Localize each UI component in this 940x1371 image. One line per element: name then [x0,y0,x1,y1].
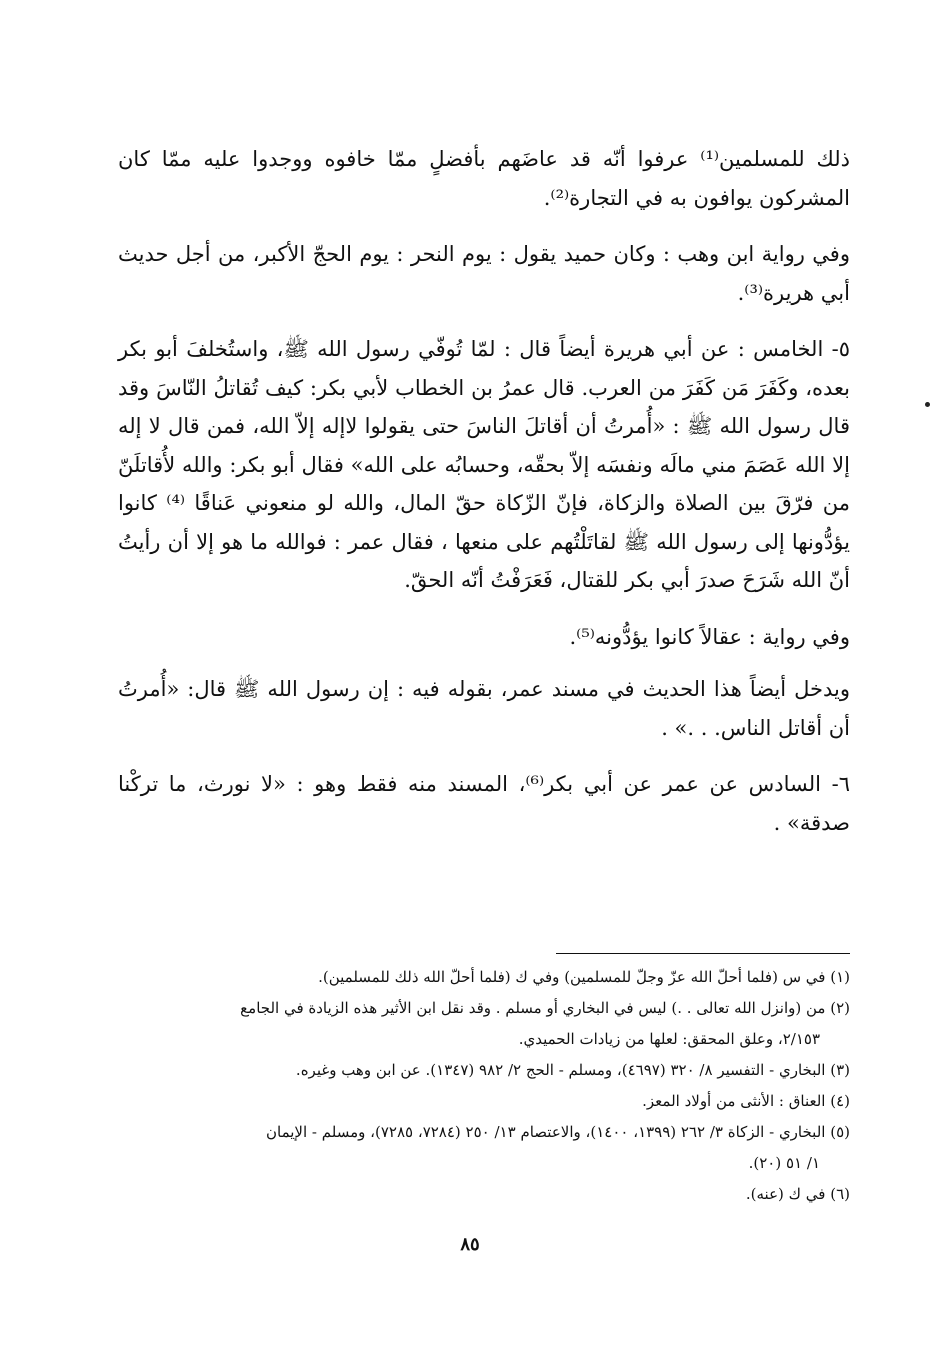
paragraph-hadith-6: ٦- السادس عن عمر عن أبي بكر⁽⁶⁾، المسند منه فقط وهو : «لا نورث، ما تركْنا صدقة» . [118,772,850,835]
footnote-2-continued: ٢/١٥٣، وعلق المحقق: لعلها من زيادات الحميدي. [518,1030,820,1048]
footnote-1: (١) في س (فلما أحلّ الله عزّ وجلّ للمسلمين) وفي ك (فلما أحلّ الله ذلك للمسلمين). [318,968,850,986]
page-number: ٨٥ [460,1234,480,1255]
paragraph-2: وفي رواية ابن وهب : وكان حميد يقول : يوم النحر : يوم الحجّ الأكبر، من أجل حديث أبي هريرة⁽³⁾. [118,242,850,305]
margin-mark [925,402,930,407]
footnotes [118,962,850,1210]
footnote-4: (٤) العناق : الأنثى من أولاد المعز. [642,1092,850,1110]
footnote-2: (٢) من (وانزل الله تعالى . .) ليس في البخاري أو مسلم . وقد نقل ابن الأثير هذه الزيادة في الجامع [240,999,850,1017]
footnote-separator [556,953,850,954]
main-text [118,140,850,860]
paragraph-4: وفي رواية : عقالاً كانوا يؤدُّونه⁽⁵⁾. [569,624,850,649]
paragraph-5: ويدخل أيضاً هذا الحديث في مسند عمر، بقوله فيه : إن رسول الله ﷺ قال: «أُمرتُ أن أقاتل الناس. . .» . [118,677,850,740]
footnote-6: (٦) في ك (عنه). [745,1185,850,1203]
paragraph-1: ذلك للمسلمين⁽¹⁾ عرفوا أنّه قد عاضَهم بأفضلٍ ممّا خافوه ووجدوا عليه ممّا كان المشركون يوافون به في التجارة⁽²⁾. [118,147,850,210]
footnote-5: (٥) البخاري - الزكاة ٣/ ٢٦٢ (١٣٩٩، ١٤٠٠)، والاعتصام ١٣/ ٢٥٠ (٧٢٨٤، ٧٢٨٥)، ومسلم - الإيمان [266,1123,850,1141]
paragraph-hadith-5: ٥- الخامس : عن أبي هريرة أيضاً قال : لمّا تُوفّي رسول الله ﷺ، واستُخلفَ أبو بكر بعده، وكَفَرَ مَن كَفَرَ من العرب. قال عمرُ بن الخطاب لأبي بكر: كيف تُقاتلُ النّاسَ وقد قال رسول الله ﷺ : «أُمرتُ أن أقاتلَ الناسَ حتى يقولوا لاإله إلاّ الله، فمن قال لا إله إلا الله عَصَمَ مني مالَه ونفسَه إلاّ بحقّه، وحسابُه على الله» فقال أبو بكر: والله لأُقاتلَنّ من فرّقَ بين الصلاة والزكاة، فإنّ الزّكاة حقّ المال، والله لو منعوني عَناقًا ⁽⁴⁾ كانوا يؤدُّونها إلى رسول الله ﷺ لقاتَلْتُهم على منعها ، فقال عمر : فوالله ما هو إلا أن رأيتُ أنّ الله شَرَحَ صدرَ أبي بكر للقتال، فَعَرَفْتُ أنّه الحقّ. [118,337,850,592]
footnote-3: (٣) البخاري - التفسير ٨/ ٣٢٠ (٤٦٩٧)، ومسلم - الحج ٢/ ٩٨٢ (١٣٤٧). عن ابن وهب وغيره. [295,1061,850,1079]
footnote-5-continued: ١/ ٥١ (٢٠). [748,1154,820,1172]
